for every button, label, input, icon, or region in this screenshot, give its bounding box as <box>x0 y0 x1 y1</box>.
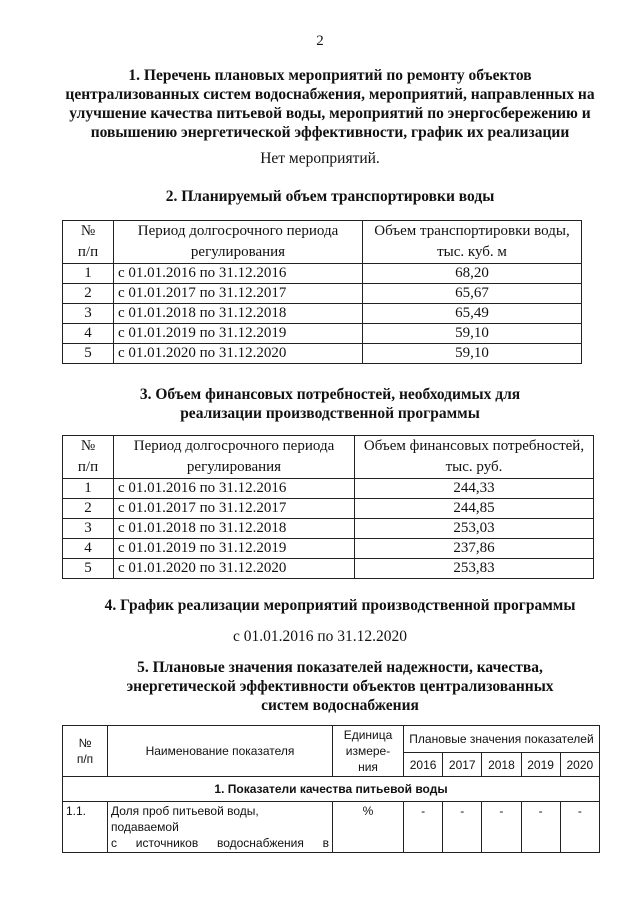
column-header-number: № п/п <box>63 436 114 479</box>
row-value: - <box>443 802 482 853</box>
row-value: 65,67 <box>363 284 582 304</box>
row-period: с 01.01.2016 по 31.12.2016 <box>114 479 355 499</box>
row-number: 4 <box>63 539 114 559</box>
row-period: с 01.01.2018 по 31.12.2018 <box>114 304 363 324</box>
column-header-name: Наименование показателя <box>108 726 333 777</box>
section5-title-line: систем водоснабжения <box>261 697 419 714</box>
row-name-line: с источников водоснабжения в <box>111 836 329 850</box>
row-value: 244,85 <box>355 499 594 519</box>
table-row <box>63 499 594 519</box>
table-row <box>63 539 594 559</box>
row-number: 3 <box>63 304 114 324</box>
row-period: с 01.01.2019 по 31.12.2019 <box>114 324 363 344</box>
row-number: 5 <box>63 344 114 364</box>
row-value: 59,10 <box>363 344 582 364</box>
column-header-number: № п/п <box>63 221 114 264</box>
row-period: с 01.01.2020 по 31.12.2020 <box>114 344 363 364</box>
year-header: 2020 <box>560 753 599 777</box>
row-period: с 01.01.2020 по 31.12.2020 <box>114 559 355 579</box>
row-number: 3 <box>63 519 114 539</box>
column-header-period: Период долгосрочного периода регулирования <box>114 221 363 264</box>
table-row <box>63 264 582 284</box>
section5-title-line: 5. Плановые значения показателей надежности, качества, <box>137 659 543 676</box>
section5-title-line: энергетической эффективности объектов централизованных <box>126 678 554 695</box>
column-header-period: Период долгосрочного периода регулирования <box>114 436 355 479</box>
table-row <box>63 344 582 364</box>
row-unit: % <box>333 802 404 853</box>
section1-note: Нет мероприятий. <box>260 150 380 167</box>
group-heading: 1. Показатели качества питьевой воды <box>63 777 600 802</box>
row-number: 4 <box>63 324 114 344</box>
column-header-plan-values: Плановые значения показателей <box>404 726 600 753</box>
page-number: 2 <box>316 33 324 49</box>
year-header: 2018 <box>482 753 521 777</box>
row-value: 253,03 <box>355 519 594 539</box>
table-row <box>63 324 582 344</box>
column-header-unit: Единица измере-ния <box>333 726 404 777</box>
row-period: с 01.01.2018 по 31.12.2018 <box>114 519 355 539</box>
row-number: 1 <box>63 264 114 284</box>
column-header-volume: Объем транспортировки воды, тыс. куб. м <box>363 221 582 264</box>
indicators-table <box>62 725 600 853</box>
section1-title-line: повышению энергетической эффективности, график их реализации <box>90 124 570 141</box>
row-period: с 01.01.2016 по 31.12.2016 <box>114 264 363 284</box>
row-value: 237,86 <box>355 539 594 559</box>
transport-volume-table <box>62 220 582 364</box>
row-period: с 01.01.2017 по 31.12.2017 <box>114 499 355 519</box>
row-value: 65,49 <box>363 304 582 324</box>
column-header-amount: Объем финансовых потребностей, тыс. руб. <box>355 436 594 479</box>
table-row <box>63 519 594 539</box>
section3-title-line: 3. Объем финансовых потребностей, необходимых для <box>139 386 521 403</box>
table-row <box>63 559 594 579</box>
section4-period: с 01.01.2016 по 31.12.2020 <box>232 628 408 645</box>
section2-title: 2. Планируемый объем транспортировки воды <box>165 188 495 205</box>
row-value: - <box>521 802 560 853</box>
row-value: 59,10 <box>363 324 582 344</box>
row-number: 1 <box>63 479 114 499</box>
row-number: 1.1. <box>63 802 108 853</box>
section3-title-line: реализации производственной программы <box>180 405 480 422</box>
table-row <box>63 284 582 304</box>
section1-title-line: 1. Перечень плановых мероприятий по ремонту объектов <box>128 67 532 84</box>
row-period: с 01.01.2019 по 31.12.2019 <box>114 539 355 559</box>
table-row <box>63 479 594 499</box>
table-row <box>63 304 582 324</box>
row-value: - <box>482 802 521 853</box>
row-name <box>108 802 333 853</box>
row-value: 253,83 <box>355 559 594 579</box>
row-name-line: Доля проб питьевой воды, подаваемой <box>111 804 259 834</box>
row-number: 2 <box>63 499 114 519</box>
row-number: 5 <box>63 559 114 579</box>
section1-title-line: улучшение качества питьевой воды, мероприятий по энергосбережению и <box>69 105 591 122</box>
year-header: 2017 <box>443 753 482 777</box>
section1-title-line: централизованных систем водоснабжения, мероприятий, направленных на <box>65 86 595 103</box>
table-row <box>63 802 600 853</box>
row-value: - <box>560 802 599 853</box>
row-value: 244,33 <box>355 479 594 499</box>
row-value: 68,20 <box>363 264 582 284</box>
year-header: 2019 <box>521 753 560 777</box>
column-header-number: № п/п <box>63 726 108 777</box>
section4-title: 4. График реализации мероприятий производственной программы <box>104 597 576 614</box>
financial-needs-table <box>62 435 594 579</box>
row-value: - <box>404 802 443 853</box>
section3-title <box>60 385 600 423</box>
year-header: 2016 <box>404 753 443 777</box>
section1-title <box>60 66 600 142</box>
row-number: 2 <box>63 284 114 304</box>
section5-title <box>40 658 640 715</box>
row-period: с 01.01.2017 по 31.12.2017 <box>114 284 363 304</box>
